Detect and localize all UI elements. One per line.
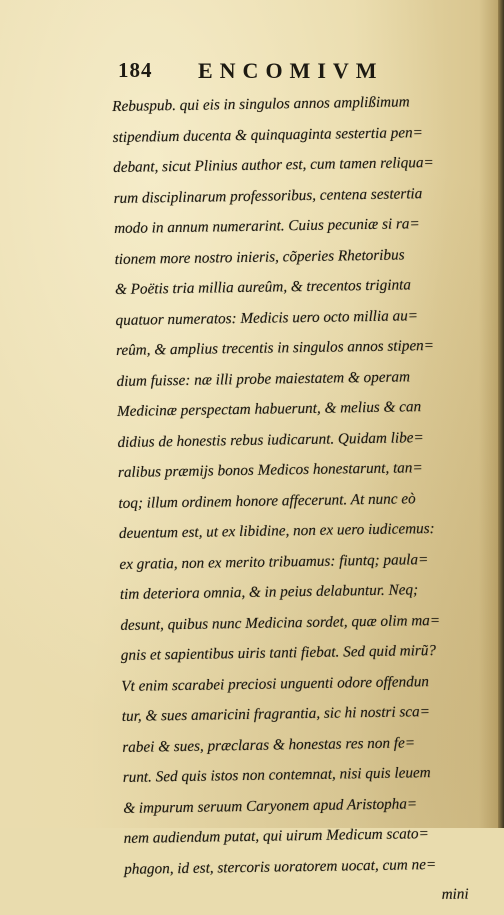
text-line: desunt, quibus nunc Medicina sordet, quæ olim ma=	[120, 611, 441, 634]
text-line: modo in annum numerarint. Cuius pecuniæ si ra=	[114, 215, 420, 237]
text-line: tim deteriora omnia, & in peius delabuntur. Neq;	[119, 581, 419, 603]
text-line: Vt enim scarabei preciosi unguenti odore offendun	[121, 672, 430, 695]
running-title: ENCOMIVM	[198, 58, 384, 83]
text-line: ex gratia, non ex merito tribuamus: fiuntq; paula=	[119, 550, 429, 573]
page-gutter-shadow	[498, 0, 504, 828]
catchword: mini	[441, 885, 469, 903]
text-line: tur, & sues amaricini fragrantia, sic hi nostri sca=	[121, 703, 431, 725]
text-line: runt. Sed quis istos non contemnat, nisi quis leuem	[122, 764, 431, 786]
body-text	[112, 86, 477, 915]
text-line: stipendium ducenta & quinquaginta sestertia pen=	[112, 123, 423, 146]
text-line: Medicinæ perspectam habuerunt, & melius & can	[116, 398, 422, 420]
text-line: didius de honestis rebus iudicarunt. Quidam libe=	[117, 428, 424, 451]
text-line: Rebuspub. qui eis in singulos annos amplißimum	[112, 93, 410, 115]
page-header	[118, 58, 448, 84]
text-line: phagon, id est, stercoris uoratorem uocat, cum ne=	[124, 855, 437, 878]
page-number: 184	[118, 58, 153, 82]
text-line: rum disciplinarum professoribus, centena sestertia	[113, 184, 423, 207]
text-line: & impurum seruum Caryonem apud Aristopha=	[123, 794, 418, 817]
text-line: debant, sicut Plinius author est, cum tamen reliqua=	[113, 153, 434, 176]
text-line: quatuor numeratos: Medicis uero octo millia au=	[115, 306, 419, 329]
text-line: nem audiendum putat, qui uirum Medicum scato=	[123, 825, 429, 847]
text-line: dium fuisse: næ illi probe maiestatem & operam	[116, 367, 411, 390]
text-line: gnis et sapientibus uiris tanti fiebat. Sed quid mirũ?	[120, 641, 437, 664]
text-line: toq; illum ordinem honore affecerunt. At nunc eò	[118, 489, 416, 512]
text-line: tionem more nostro inieris, cõperies Rhetoribus	[114, 245, 405, 268]
text-line: & Poëtis tria millia aureûm, & trecentos triginta	[114, 276, 412, 298]
text-line: ralibus præmijs bonos Medicos honestarunt, tan=	[117, 459, 423, 481]
text-line: reûm, & amplius trecentis in singulos annos stipen=	[115, 336, 435, 359]
text-line: deuentum est, ut ex libidine, non ex uero iudicemus:	[118, 519, 435, 542]
text-line: rabei & sues, præclaras & honestas res non fe=	[122, 733, 416, 756]
